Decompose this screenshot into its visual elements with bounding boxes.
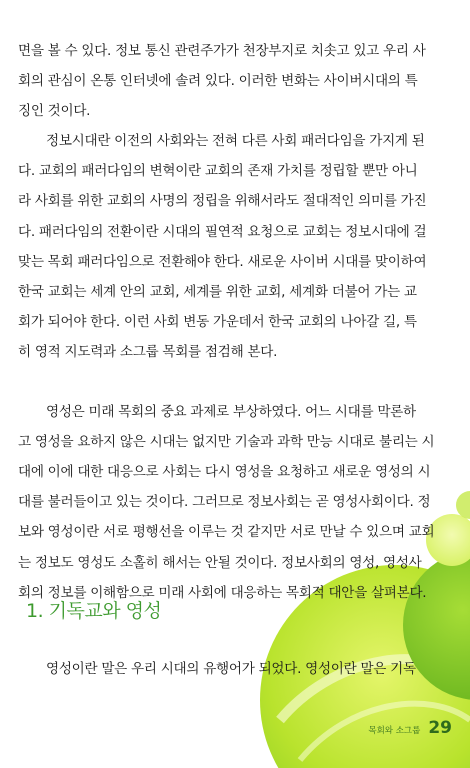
text-line: 고 영성을 요하지 않은 시대는 없지만 기술과 과학 만능 시대로 불리는 시 — [18, 434, 435, 451]
text-line: 맞는 목회 패러다임으로 전환해야 한다. 새로운 사이버 시대를 맞이하여 — [18, 253, 427, 270]
page-footer — [368, 718, 452, 738]
text-line: 히 영적 지도력과 소그룹 목회를 점검해 본다. — [18, 343, 278, 360]
text-line: 정보시대란 이전의 사회와는 전혀 다른 사회 패러다임을 가지게 된 — [46, 133, 425, 150]
text-line: 징인 것이다. — [18, 103, 91, 120]
text-line: 대에 이에 대한 대응으로 사회는 다시 영성을 요청하고 새로운 영성의 시 — [18, 464, 431, 481]
text-line: 보와 영성이란 서로 평행선을 이루는 것 같지만 서로 만날 수 있으며 교회 — [18, 524, 435, 541]
section-heading: 1. 기독교와 영성 — [26, 600, 162, 622]
text-line: 다. 교회의 패러다임의 변혁이란 교회의 존재 가치를 정립할 뿐만 아니 — [18, 163, 418, 180]
running-footer-title: 목회와 소그룹 — [368, 726, 421, 736]
text-line: 대를 불러들이고 있는 것이다. 그러므로 정보사회는 곧 영성사회이다. 정 — [18, 494, 431, 511]
text-line: 면을 볼 수 있다. 정보 통신 관련주가가 천장부지로 치솟고 있고 우리 사 — [18, 43, 426, 59]
text-line: 회가 되어야 한다. 이런 사회 변동 가운데서 한국 교회의 나아갈 길, 특 — [18, 313, 417, 330]
text-line: 는 정보도 영성도 소홀히 해서는 안될 것이다. 정보사회의 영성, 영성사 — [18, 554, 422, 571]
text-line: 한국 교회는 세계 안의 교회, 세계를 위한 교회, 세계화 더불어 가는 교 — [18, 283, 417, 300]
text-line: 다. 패러다임의 전환이란 시대의 필연적 요청으로 교회는 정보시대에 걸 — [18, 223, 427, 240]
paragraph-gap — [18, 367, 452, 397]
text-line: 영성은 미래 목회의 중요 과제로 부상하였다. 어느 시대를 막론하 — [46, 404, 416, 421]
page-number: 29 — [428, 718, 452, 738]
text-line: 라 사회를 위한 교회의 사명의 정립을 위해서라도 절대적인 의미를 가진 — [18, 193, 427, 210]
body-text — [18, 36, 452, 608]
text-line: 회의 관심이 온통 인터넷에 솔려 있다. 이러한 변화는 사이버시대의 특 — [18, 73, 418, 90]
text-line: 회의 정보를 이해함으로 미래 사회에 대응하는 목회적 대안을 살펴본다. — [18, 584, 427, 601]
text-line: 영성이란 말은 우리 시대의 유행어가 되었다. 영성이란 말은 기독 — [46, 661, 416, 677]
